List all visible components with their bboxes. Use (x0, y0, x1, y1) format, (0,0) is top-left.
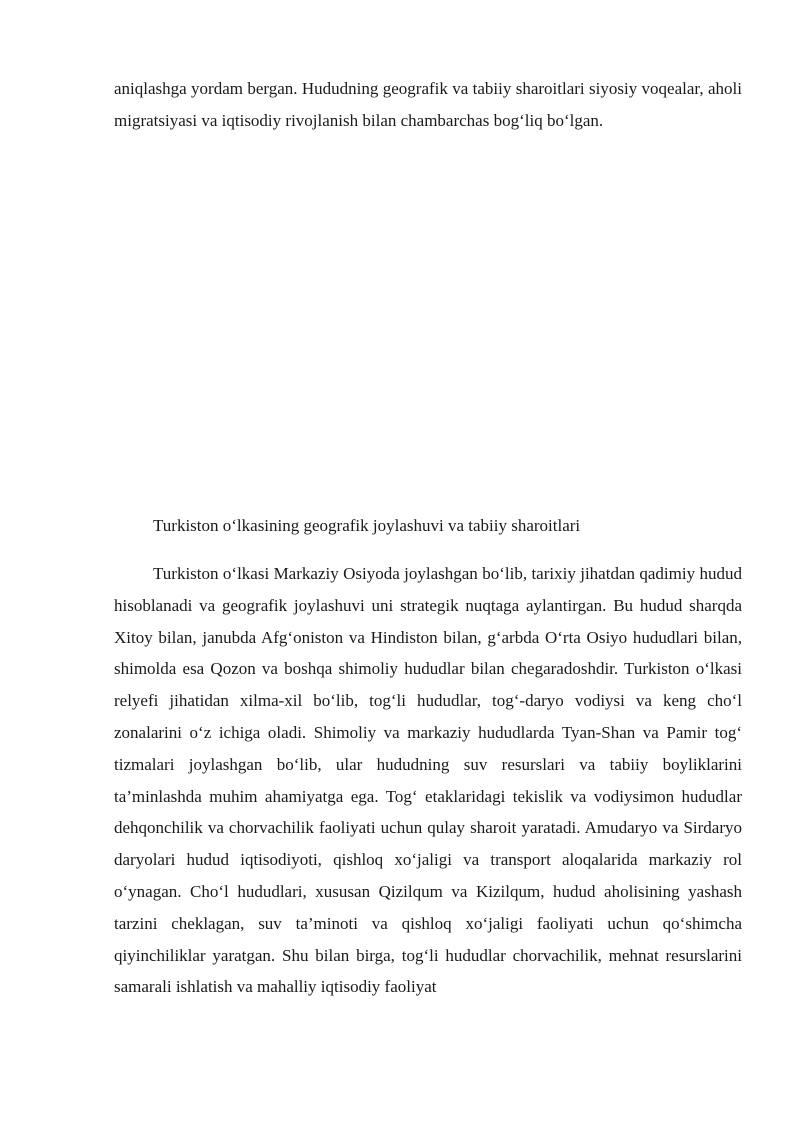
body-paragraph: Turkiston o‘lkasi Markaziy Osiyoda joylashgan bo‘lib, tarixiy jihatdan qadimiy hudud hisoblanadi va geografik joylashuvi uni strategik nuqtaga aylantirgan. Bu hudud sharqda Xitoy bilan, janubda Afg‘oniston va Hindiston bilan, g‘arbda O‘rta Osiyo hududlari bilan, shimolda esa Qozon va boshqa shimoliy hududlar bilan chegaradoshdir. Turkiston o‘lkasi relyefi jihatidan xilma-xil bo‘lib, tog‘li hududlar, tog‘-daryo vodiysi va keng cho‘l zonalarini o‘z ichiga oladi. Shimoliy va markaziy hududlarda Tyan-Shan va Pamir tog‘ tizmalari joylashgan bo‘lib, ular hududning suv resurslari va tabiiy boyliklarini ta’minlashda muhim ahamiyatga ega. Tog‘ etaklaridagi tekislik va vodiysimon hududlar dehqonchilik va chorvachilik faoliyati uchun qulay sharoit yaratadi. Amudaryo va Sirdaryo daryolari hudud iqtisodiyoti, qishloq xo‘jaligi va transport aloqalarida markaziy rol o‘ynagan. Cho‘l hududlari, xususan Qizilqum va Kizilqum, hudud aholisining yashash tarzini cheklagan, suv ta’minoti va qishloq xo‘jaligi faoliyati uchun qo‘shimcha qiyinchiliklar yaratgan. Shu bilan birga, tog‘li hududlar chorvachilik, mehnat resurslarini samarali ishlatish va mahalliy iqtisodiy faoliyat (114, 564, 742, 997)
section-heading: Turkiston o‘lkasining geografik joylashuvi va tabiiy sharoitlari (153, 516, 581, 535)
body-paragraph-block (114, 558, 742, 1003)
intro-paragraph: aniqlashga yordam bergan. Hududning geografik va tabiiy sharoitlari siyosiy voqealar, aholi migratsiyasi va iqtisodiy rivojlanish bilan chambarchas bog‘liq bo‘lgan. (114, 79, 742, 130)
intro-paragraph-block (114, 73, 742, 137)
